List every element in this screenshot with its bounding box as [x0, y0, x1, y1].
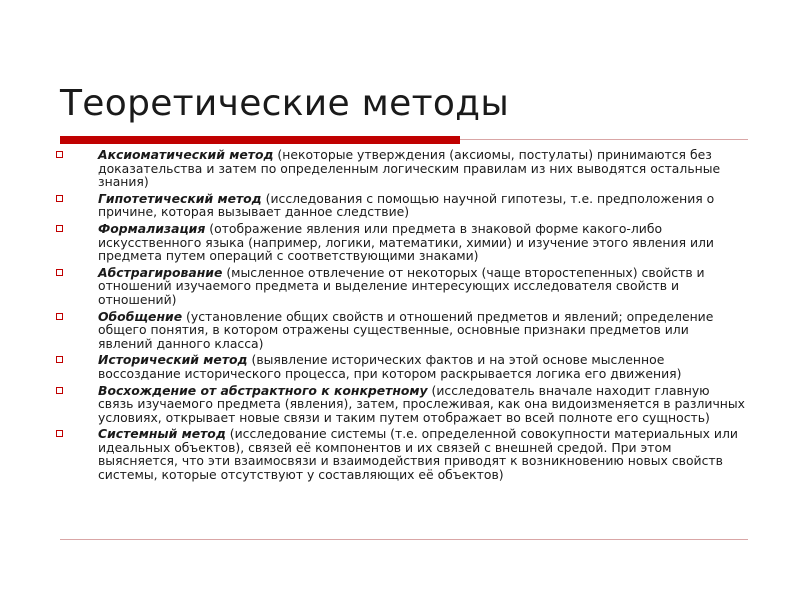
- method-description: (исследования с помощью научной гипотезы, т.е. предположения о причине, которая вызывает данное следствие): [98, 190, 715, 220]
- hollow-square-icon: [56, 430, 63, 437]
- method-description: (установление общих свойств и отношений предметов и явлений; определение общего понятия, в котором отражены существенные, основные признаки предметов или явлений данного класса): [98, 308, 714, 351]
- list-item: [56, 266, 746, 307]
- method-term: Исторический метод: [98, 352, 248, 368]
- method-term: Гипотетический метод: [98, 190, 262, 206]
- hollow-square-icon: [56, 225, 63, 232]
- list-item: [56, 427, 746, 481]
- list-item: [56, 310, 746, 351]
- title-rule: [60, 136, 748, 144]
- method-description: (мысленное отвлечение от некоторых (чаще второстепенных) свойств и отношений изучаемого предмета и выделение интересующих исследователя свойств и отношений): [98, 264, 705, 307]
- method-term: Системный метод: [98, 426, 226, 442]
- bottom-rule: [60, 539, 748, 540]
- method-term: Восхождение от абстрактного к конкретному: [98, 382, 428, 398]
- method-term: Обобщение: [98, 308, 183, 324]
- title-rule-accent-bar: [60, 136, 460, 144]
- list-item: [56, 148, 746, 189]
- hollow-square-icon: [56, 195, 63, 202]
- title-rule-thin-line: [460, 139, 748, 140]
- method-term: Формализация: [98, 220, 206, 236]
- method-description: (исследование системы (т.е. определенной совокупности материальных или идеальных объектов), связей её компонентов и их связей с внешней средой. При этом выясняется, что эти взаимосвязи и взаимодействия приводят к возникновению новых свойств системы, которые отсутствуют у составляющих её объектов): [98, 426, 738, 483]
- list-item: [56, 353, 746, 380]
- method-description: (отображение явления или предмета в знаковой форме какого-либо искусственного языка (например, логики, математики, химии) и изучение этого явления или предмета путем операций с соответствующими знаками): [98, 220, 714, 264]
- list-item: [56, 192, 746, 219]
- hollow-square-icon: [56, 387, 63, 394]
- list-item: [56, 384, 746, 425]
- hollow-square-icon: [56, 151, 63, 158]
- slide-title: Теоретические методы: [60, 83, 510, 124]
- method-term: Аксиоматический метод: [98, 147, 274, 162]
- method-term: Абстрагирование: [98, 264, 223, 280]
- method-description: (выявление исторических фактов и на этой основе мысленное воссоздание исторического процесса, при котором раскрывается логика его движения): [98, 352, 682, 381]
- method-description: (некоторые утверждения (аксиомы, постулаты) принимаются без доказательства и затем по определенным логическим правилам из них выводятся остальные знания): [98, 147, 721, 190]
- method-list: [56, 148, 746, 485]
- hollow-square-icon: [56, 356, 63, 363]
- hollow-square-icon: [56, 269, 63, 276]
- hollow-square-icon: [56, 313, 63, 320]
- method-description: (исследователь вначале находит главную связь изучаемого предмета (явления), затем, прослеживая, как она видоизменяется в различных условиях, открывает новые связи и таким путем отображает во всей полноте его сущность): [98, 382, 746, 425]
- list-item: [56, 222, 746, 263]
